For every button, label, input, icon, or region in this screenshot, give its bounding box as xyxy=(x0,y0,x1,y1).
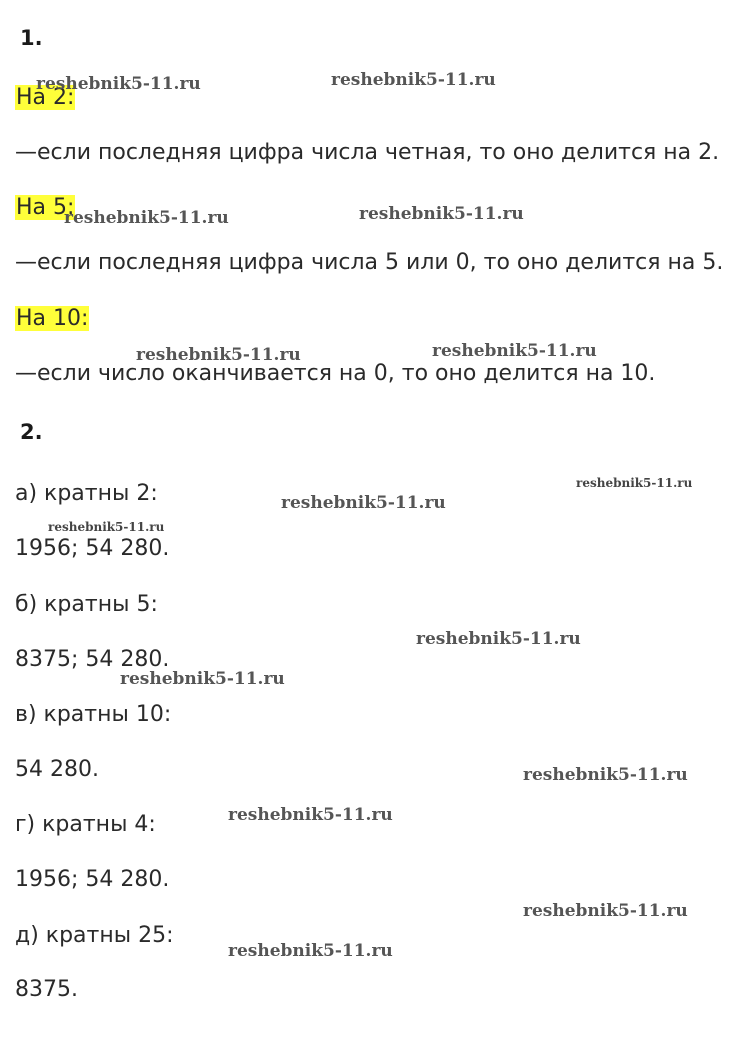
rule-5-label-highlight: На 5: xyxy=(16,195,75,220)
rule-2-label-highlight: На 2: xyxy=(16,85,75,110)
rule-10-text: —если число оканчивается на 0, то оно делится на 10. xyxy=(15,361,656,386)
item-d-value: 8375. xyxy=(15,977,78,1002)
watermark: reshebnik5-11.ru xyxy=(136,345,301,365)
item-a-value: 1956; 54 280. xyxy=(15,536,170,561)
watermark: reshebnik5-11.ru xyxy=(523,901,688,921)
item-b-value: 8375; 54 280. xyxy=(15,647,170,672)
watermark: reshebnik5-11.ru xyxy=(281,493,446,513)
watermark: reshebnik5-11.ru xyxy=(523,765,688,785)
watermark: reshebnik5-11.ru xyxy=(228,941,393,961)
watermark: reshebnik5-11.ru xyxy=(432,341,597,361)
item-g-label: г) кратны 4: xyxy=(15,812,156,837)
rule-2-text: —если последняя цифра числа четная, то оно делится на 2. xyxy=(15,140,720,165)
item-d-label: д) кратны 25: xyxy=(15,923,174,948)
item-v-label: в) кратны 10: xyxy=(15,702,172,727)
watermark: reshebnik5-11.ru xyxy=(331,70,496,90)
watermark: reshebnik5-11.ru xyxy=(120,669,285,689)
item-v-value: 54 280. xyxy=(15,757,99,782)
item-b-label: б) кратны 5: xyxy=(15,592,158,617)
section-1-number: 1. xyxy=(20,26,43,50)
watermark: reshebnik5-11.ru xyxy=(576,476,693,490)
item-a-label: а) кратны 2: xyxy=(15,481,158,506)
rule-5-text: —если последняя цифра числа 5 или 0, то оно делится на 5. xyxy=(15,250,724,275)
watermark: reshebnik5-11.ru xyxy=(48,520,165,534)
section-2-number: 2. xyxy=(20,420,43,444)
rule-10-label xyxy=(15,306,89,331)
watermark: reshebnik5-11.ru xyxy=(36,74,201,94)
watermark: reshebnik5-11.ru xyxy=(359,204,524,224)
item-g-value: 1956; 54 280. xyxy=(15,867,170,892)
rule-10-label-highlight: На 10: xyxy=(16,306,89,331)
watermark: reshebnik5-11.ru xyxy=(416,629,581,649)
watermark: reshebnik5-11.ru xyxy=(228,805,393,825)
watermark: reshebnik5-11.ru xyxy=(64,208,229,228)
